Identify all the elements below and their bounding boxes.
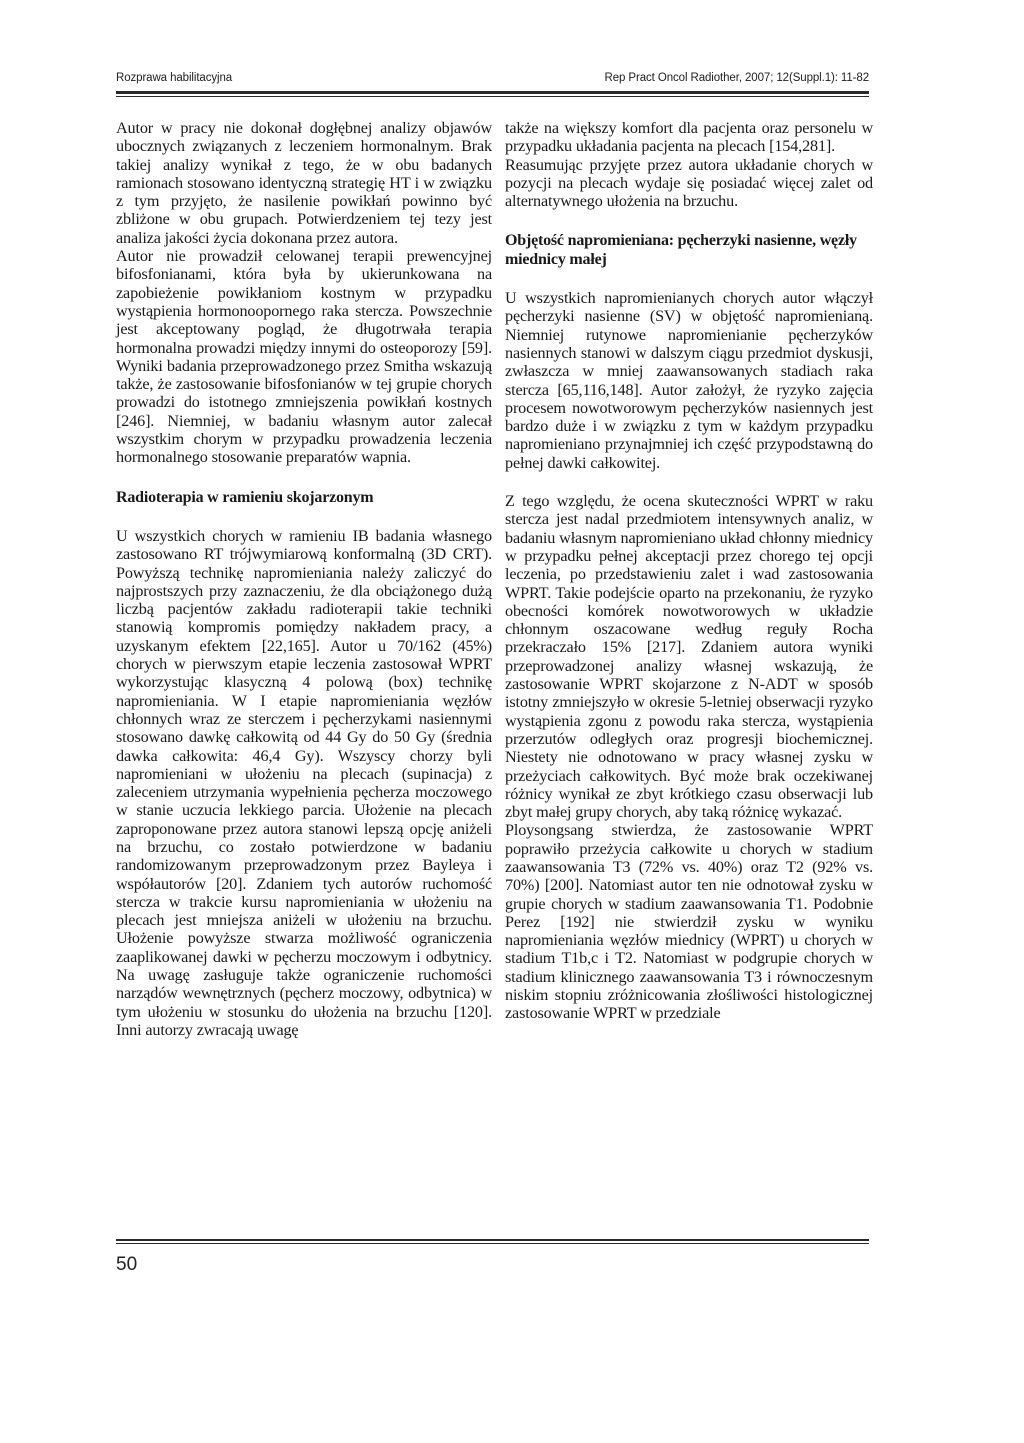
paragraph: Ploysongsang stwierdza, że zastosowanie WPRT poprawiło przeżycia całkowite u chorych w stadium zaawansowania T3 (72% vs. 40%) oraz T2 (92% vs. 70%) [200]. Natomiast autor ten nie odnotował zysku w grupie chorych w stadium zaawansowania T1. Podobnie Perez [192] nie stwierdził zysku w wyniku napromieniania węzłów miednicy (WPRT) u chorych w stadium T1b,c i T2. Natomiast w podgrupie chorych w stadium klinicznego zaawansowania T3 i równoczesnym niskim stopniu zróżnicowania złośliwości histologicznej zastosowanie WPRT w przedziale <box>505 821 873 1023</box>
journal-section-label: Rozprawa habilitacyjna <box>116 72 233 84</box>
paragraph: Reasumując przyjęte przez autora układanie chorych w pozycji na plecach wydaje się posiadać więcej zalet od alternatywnego ułożenia na brzuchu. <box>505 155 873 211</box>
section-heading: Radioterapia w ramieniu skojarzonym <box>116 488 374 506</box>
paragraph: Z tego względu, że ocena skuteczności WPRT w raku stercza jest nadal przedmiotem intensywnych analiz, w badaniu własnym napromieniano układ chłonny miednicy w przypadku pełnej akceptacji przez chorego tej opcji leczenia, po przedstawieniu zalet i wad zastosowania WPRT. Takie podejście oparto na przekonaniu, że ryzyko obecności komórek nowotworowych w układzie chłonnym oszacowane według reguły Rocha przekraczało 15% [217]. Zdaniem autora wyniki przeprowadzonej analizy własnej wskazują, że zastosowanie WPRT skojarzone z N-ADT w sposób istotny zmniejszyło w okresie 5-letniej obserwacji ryzyko wystąpienia zgonu z powodu raka stercza, wystąpienia przerzutów odległych oraz progresji biochemicznej. Niestety nie odnotowano w pracy własnej zysku w przeżyciach całkowitych. Być może brak oczekiwanej różnicy wynikał ze zbyt krótkiego czasu obserwacji lub zbyt małej grupy chorych, aby taką różnicę wykazać. <box>505 492 873 822</box>
running-header <box>116 72 869 86</box>
paragraph: U wszystkich chorych w ramieniu IB badania własnego zastosowano RT trójwymiarową konformalną (3D CRT). Powyższą technikę napromieniania należy zaliczyć do najprostszych przy zaznaczeniu, że dla obciążonego dużą liczbą pacjentów zakładu radioterapii takie techniki stanowią kompromis pomiędzy nakładem pracy, a uzyskanym efektem [22,165]. Autor u 70/162 (45%) chorych w pierwszym etapie leczenia zastosował WPRT wykorzystując klasyczną 4 polową (box) technikę napromieniania. W I etapie napromieniania węzłów chłonnych wraz ze sterczem i pęcherzykami nasiennymi stosowano dawkę całkowitą od 44 Gy do 50 Gy (średnia dawka całkowita: 46,4 Gy). Wszyscy chorzy byli napromieniani w ułożeniu na plecach (supinacja) z zaleceniem utrzymania wypełnienia pęcherza moczowego w stanie uczucia lekkiego parcia. Ułożenie na plecach zaproponowane przez autora stanowi lepszą opcję aniżeli na brzuchu, co zostało potwierdzone w badaniu randomizowanym przeprowadzonym przez Bayleya i współautorów [20]. Zdaniem tych autorów ruchomość stercza w trakcie kursu napromieniania w ułożeniu na plecach jest mniejsza aniżeli w ułożeniu na brzuchu. Ułożenie powyższe stwarza możliwość ograniczenia zaaplikowanej dawki w pęcherzu moczowym i odbytnicy. Na uwagę zasługuje także ograniczenie ruchomości narządów wewnętrznych (pęcherz moczowy, odbytnica) w tym ułożeniu w stosunku do ułożenia na brzuchu [120]. Inni autorzy zwracają uwagę <box>116 526 492 1039</box>
header-rule <box>116 91 869 94</box>
page-number: 50 <box>116 1254 138 1275</box>
paragraph: Autor nie prowadził celowanej terapii prewencyjnej bifosfonianami, która była by ukierunkowana na zapobieżenie powikłaniom kostnym w przypadku wystąpienia hormonoopornego raka stercza. Powszechnie jest akceptowany pogląd, że długotrwała terapia hormonalna prowadzi między innymi do osteoporozy [59]. Wyniki badania przeprowadzonego przez Smitha wskazują także, że zastosowanie bifosfonianów w tej grupie chorych prowadzi do istotnego zmniejszenia powikłań kostnych [246]. Niemniej, w badaniu własnym autor zalecał wszystkim chorym w przypadku prowadzenia leczenia hormonalnego stosowanie preparatów wapnia. <box>116 247 492 467</box>
left-column <box>116 119 492 1039</box>
journal-citation: Rep Pract Oncol Radiother, 2007; 12(Suppl.1): 11-82 <box>604 72 869 84</box>
footer-rule-thin <box>116 1243 869 1244</box>
section-heading: Objętość napromieniana: pęcherzyki nasienne, węzły miednicy małej <box>505 232 857 268</box>
header-rule-thin <box>116 96 869 97</box>
paragraph: Autor w pracy nie dokonał dogłębnej analizy objawów ubocznych związanych z leczeniem hormonalnym. Brak takiej analizy wynikał z tego, że w obu badanych ramionach stosowano identyczną strategię HT i w związku z tym przyjęto, że nasilenie powikłań powinno być zbliżone w obu grupach. Potwierdzeniem tej tezy jest analiza jakości życia dokonana przez autora. <box>116 119 492 247</box>
footer-rule <box>116 1239 869 1241</box>
right-column <box>505 119 873 1023</box>
paragraph: także na większy komfort dla pacjenta oraz personelu w przypadku układania pacjenta na plecach [154,281]. <box>505 119 873 156</box>
paragraph: U wszystkich napromienianych chorych autor włączył pęcherzyki nasienne (SV) w objętość napromienianą. Niemniej rutynowe napromienianie pęcherzyków nasiennych stanowi w dalszym ciągu przedmiot dyskusji, zwłaszcza w mniej zaawansowanych stadiach raka stercza [65,116,148]. Autor założył, że ryzyko zajęcia procesem nowotworowym pęcherzyków nasiennych jest bardzo duże i w związku z tym w każdym przypadku napromieniano przynajmniej ich część przypodstawną do pełnej dawki całkowitej. <box>505 289 873 472</box>
